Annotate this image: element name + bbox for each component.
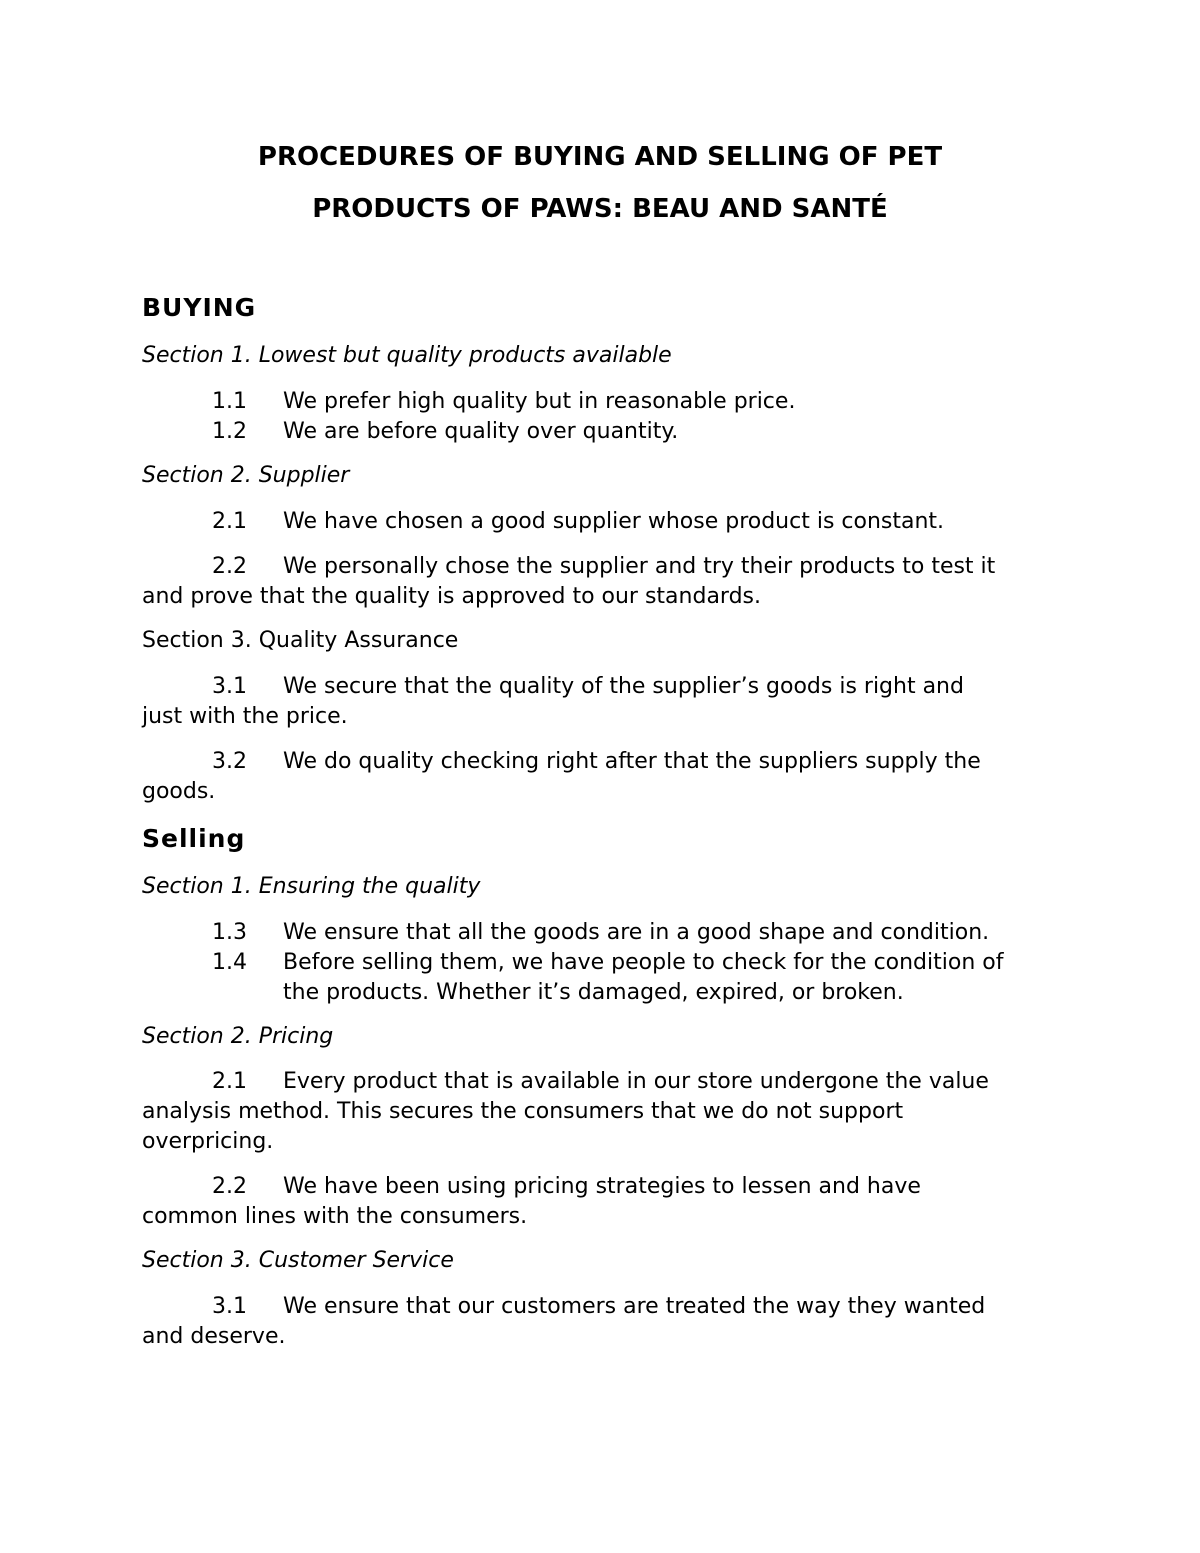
buying-item-2-1 [142,507,1062,537]
item-text: Every product that is available in our store undergone the value analysis method. This secures the consumers that we do not support overpricing. [142,1069,989,1154]
item-text: We secure that the quality of the supplier’s goods is right and just with the price. [142,674,964,729]
selling-section-2-label: Section 2. Pricing [142,1024,334,1049]
buying-item-2-2 [142,552,1062,612]
document-title-line-2: PRODUCTS OF PAWS: BEAU AND SANTÉ [312,194,888,224]
buying-section-2-label: Section 2. Supplier [142,463,350,488]
item-text: We are before quality over quantity. [283,419,679,444]
item-number: 2.1 [212,1069,247,1094]
item-number: 1.3 [212,920,247,945]
selling-item-3-1 [142,1292,1062,1352]
item-number: 1.2 [212,419,247,444]
selling-heading: Selling [142,824,246,853]
selling-section-1-label: Section 1. Ensuring the quality [142,874,481,899]
item-number: 3.2 [212,749,247,774]
item-text: We ensure that our customers are treated the way they wanted and deserve. [142,1294,986,1349]
item-text: Before selling them, we have people to check for the condition of the products. Whether it’s damaged, expired, or broken. [283,950,1004,1005]
item-number: 3.1 [212,1294,247,1319]
document-title-line-1: PROCEDURES OF BUYING AND SELLING OF PET [257,142,943,172]
item-number: 2.2 [212,554,247,579]
selling-item-2-2 [142,1172,1062,1232]
buying-item-3-1 [142,672,1062,732]
item-text: We have been using pricing strategies to lessen and have common lines with the consumers. [142,1174,921,1229]
selling-item-1-4 [142,948,1062,1008]
item-number: 1.1 [212,389,247,414]
buying-section-3-label: Section 3. Quality Assurance [142,628,459,653]
selling-item-2-1 [142,1067,1062,1157]
selling-item-1-3 [142,918,1062,948]
item-text: We personally chose the supplier and try their products to test it and prove that the quality is approved to our standards. [142,554,996,609]
item-number: 3.1 [212,674,247,699]
item-number: 2.1 [212,509,247,534]
item-text: We do quality checking right after that the suppliers supply the goods. [142,749,981,804]
item-text: We have chosen a good supplier whose product is constant. [283,509,945,534]
buying-section-1-label: Section 1. Lowest but quality products available [142,343,672,368]
item-text: We ensure that all the goods are in a good shape and condition. [283,920,990,945]
item-text: We prefer high quality but in reasonable price. [283,389,796,414]
selling-section-3-label: Section 3. Customer Service [142,1248,454,1273]
item-number: 2.2 [212,1174,247,1199]
buying-item-1-1 [142,387,1062,417]
item-number: 1.4 [212,950,247,975]
buying-item-3-2 [142,747,1062,807]
buying-item-1-2 [142,417,1062,447]
buying-heading: BUYING [142,293,257,322]
